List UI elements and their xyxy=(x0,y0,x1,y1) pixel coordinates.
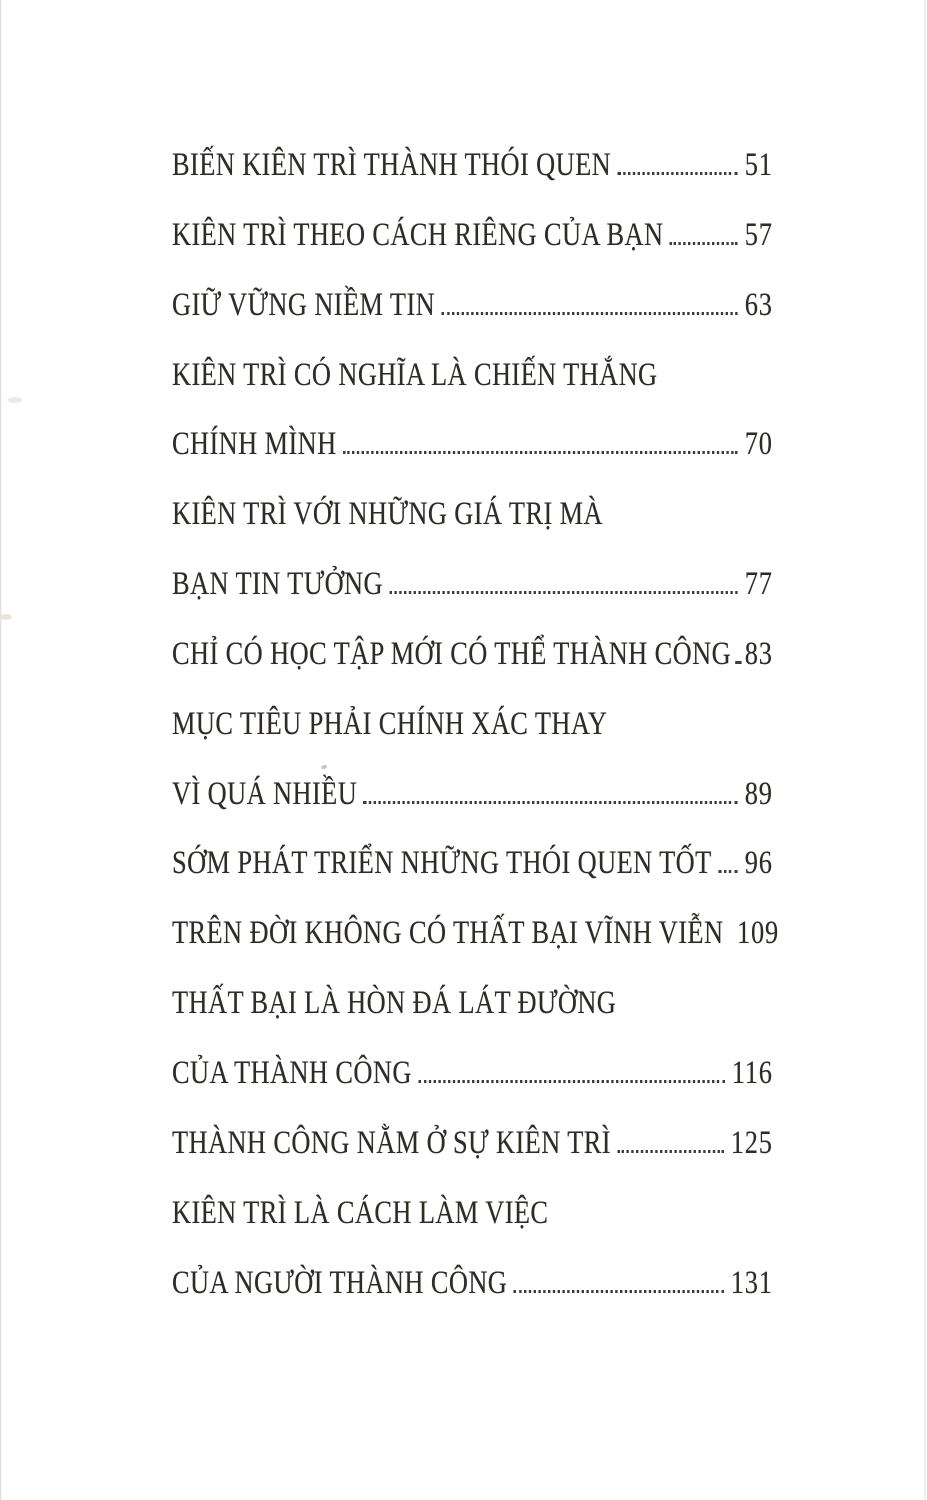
toc-entry-row xyxy=(172,915,780,985)
toc-page-number: 131 xyxy=(730,1264,773,1301)
dot-leader xyxy=(514,1290,724,1293)
dot-leader xyxy=(618,172,738,175)
dot-leader xyxy=(670,242,738,245)
toc-entry-title: BẠN TIN TƯỞNG xyxy=(172,566,383,603)
toc-entry-title: CỦA THÀNH CÔNG xyxy=(172,1054,412,1091)
toc-entry-title: THÀNH CÔNG NẰM Ở SỰ KIÊN TRÌ xyxy=(172,1124,611,1161)
toc-entry-title: KIÊN TRÌ VỚI NHỮNG GIÁ TRỊ MÀ xyxy=(172,496,603,533)
toc-entry-title: TRÊN ĐỜI KHÔNG CÓ THẤT BẠI VĨNH VIỄN xyxy=(172,915,724,952)
scan-smudge xyxy=(8,397,22,403)
toc-entry-row xyxy=(172,426,773,496)
toc-page-number: 70 xyxy=(744,426,773,463)
toc-entry-title: THẤT BẠI LÀ HÒN ĐÁ LÁT ĐƯỜNG xyxy=(172,985,617,1022)
toc-entry-row xyxy=(172,1265,773,1335)
dot-leader xyxy=(389,591,737,594)
page-left-edge-shadow xyxy=(0,0,2,1500)
toc-page-number: 125 xyxy=(730,1124,773,1161)
toc-page-number: 51 xyxy=(744,147,773,183)
toc-entry-row xyxy=(172,217,773,287)
toc-entry-title: BIẾN KIÊN TRÌ THÀNH THÓI QUEN xyxy=(172,147,612,183)
toc-page-number: 109 xyxy=(737,915,780,952)
dot-leader xyxy=(617,1150,723,1153)
toc-entry-title: KIÊN TRÌ THEO CÁCH RIÊNG CỦA BẠN xyxy=(172,216,664,253)
toc-entry-title: KIÊN TRÌ CÓ NGHĨA LÀ CHIẾN THẮNG xyxy=(172,356,658,393)
dot-leader xyxy=(718,870,738,873)
toc-entry-title: MỤC TIÊU PHẢI CHÍNH XÁC THAY xyxy=(172,705,608,742)
toc-entry-row xyxy=(172,1125,773,1195)
toc-page-number: 57 xyxy=(744,216,773,253)
toc-page-number: 77 xyxy=(744,566,773,603)
toc-entry-row xyxy=(172,636,773,706)
toc-entry-row xyxy=(172,1195,773,1265)
scan-smudge xyxy=(0,614,12,620)
dot-leader xyxy=(364,801,738,804)
toc-page-number: 89 xyxy=(744,775,773,812)
toc-entry-title: VÌ QUÁ NHIỀU xyxy=(172,775,358,812)
dot-leader xyxy=(343,451,738,454)
toc-entry-row xyxy=(172,845,773,915)
toc-entry-title: SỚM PHÁT TRIỂN NHỮNG THÓI QUEN TỐT xyxy=(172,845,712,882)
toc-page-number: 96 xyxy=(744,845,773,882)
toc-entry-row xyxy=(172,287,773,357)
toc-entry-title: KIÊN TRÌ LÀ CÁCH LÀM VIỆC xyxy=(172,1194,549,1231)
toc-entry-row xyxy=(172,496,773,566)
toc-entry-title: CHÍNH MÌNH xyxy=(172,426,337,463)
toc-entry-row xyxy=(172,147,773,217)
toc-page-number: 63 xyxy=(744,286,773,323)
dot-leader xyxy=(442,312,738,315)
toc-page-number: 83 xyxy=(744,635,773,672)
toc-entry-row xyxy=(172,566,773,636)
toc-page-number: 116 xyxy=(731,1054,773,1091)
toc-entry-row xyxy=(172,985,773,1055)
toc-entry-row xyxy=(172,706,773,776)
toc-entry-title: CỦA NGƯỜI THÀNH CÔNG xyxy=(172,1264,508,1301)
toc-entry-row xyxy=(172,357,773,427)
toc-entry-title: GIỮ VỮNG NIỀM TIN xyxy=(172,286,436,323)
toc-entry-row xyxy=(172,776,773,846)
toc-entry-row xyxy=(172,1055,773,1125)
page-right-edge-shadow xyxy=(924,0,926,1500)
dot-leader xyxy=(418,1080,724,1083)
toc-entry-title: CHỈ CÓ HỌC TẬP MỚI CÓ THỂ THÀNH CÔNG xyxy=(172,635,732,672)
table-of-contents xyxy=(172,147,780,1334)
